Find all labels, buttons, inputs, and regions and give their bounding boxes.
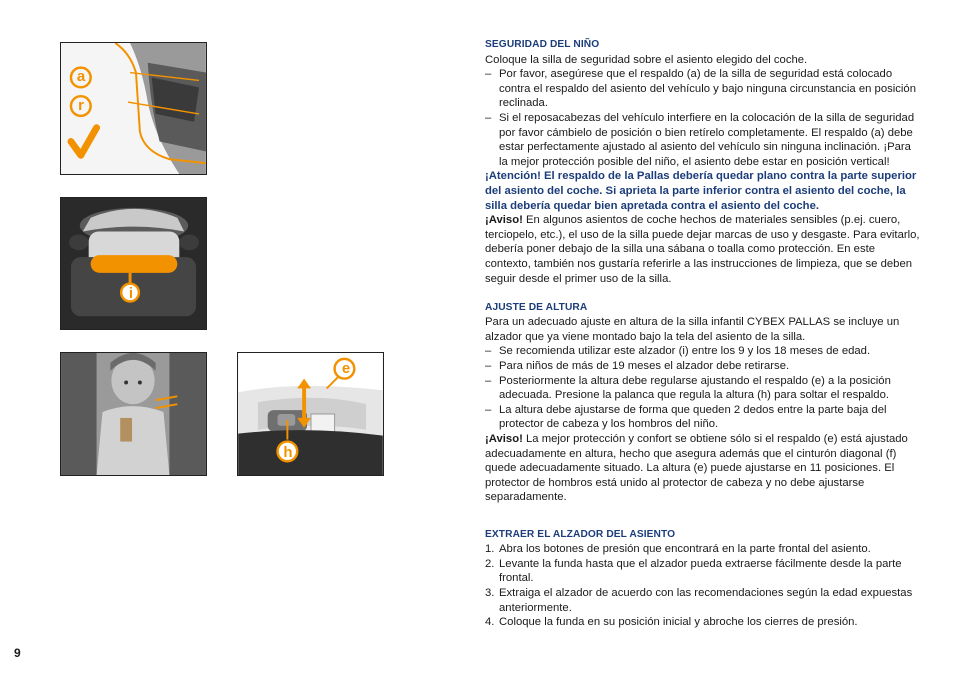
list-item: 3. Extraiga el alzador de acuerdo con las recomendaciones según la edad expuestas anteriormente. (485, 586, 913, 614)
list-item-text: Extraiga el alzador de acuerdo con las recomendaciones según la edad expuestas anteriormente. (499, 586, 913, 614)
list-item-text: Abra los botones de presión que encontrará en la parte frontal del asiento. (499, 543, 871, 556)
height-illustration (238, 353, 383, 475)
section-title-extraer: EXTRAER EL ALZADOR DEL ASIENTO (485, 528, 676, 540)
list-item-text: La altura debe ajustarse de forma que queden 2 dedos entre la parte baja del protector de cabeza y los hombros del niño. (499, 403, 887, 431)
list-item-text: Para niños de más de 19 meses el alzador debe retirarse. (499, 360, 790, 373)
altura-intro: Para un adecuado ajuste en altura de la silla infantil CYBEX PALLAS se incluye un alzador que ya viene montado bajo la tela del asiento de la silla. (485, 316, 900, 343)
list-item-text: Si el reposacabezas del vehículo interfiere en la colocación de la silla de seguridad por favor cámbielo de posición o bien retírelo completamente. El respaldo (a) debe estar perfectamente ajustado al asiento del vehículo sin ninguna inclinación. ¡Para la mejor protección posible del niño, el asiento debe estar en posición vertical! (499, 111, 915, 168)
child-photo (61, 353, 206, 475)
list-item: – Para niños de más de 19 meses el alzador debe retirarse. (485, 360, 790, 373)
label-e: e (341, 360, 351, 377)
list-item-text: Por favor, asegúrese que el respaldo (a) de la silla de seguridad está colocado contra el respaldo del asiento del vehículo y bajo ninguna circunstancia en posición reclinada. (499, 68, 916, 110)
list-item-text: Coloque la funda en su posición inicial y abroche los cierres de presión. (499, 616, 858, 629)
page-number: 9 (14, 646, 21, 660)
list-item-text: Posteriormente la altura debe regularse ajustando el respaldo (e) a la posición adecuada. Presione la palanca que regula la altura (h) para soltar el respaldo. (499, 374, 891, 402)
attention-text: ¡Atención! El respaldo de la Pallas debería quedar plano contra la parte superior del asiento del coche. Si aprieta la parte inferior contra el asiento del coche, la silla debería quedar bien apretada contra el asiento del coche. (485, 170, 917, 212)
list-item: – Si el reposacabezas del vehículo interfiere en la colocación de la silla de seguridad por favor cámbielo de posición o bien retírelo completamente. El respaldo (a) debe estar perfectamente ajustado al asiento del vehículo sin ninguna inclinación. ¡Para la mejor protección posible del niño, el asiento debe estar en posición vertical! (485, 111, 915, 168)
aviso-paragraph (485, 432, 920, 505)
list-item: 2. Levante la funda hasta que el alzador pueda extraerse fácilmente desde la parte frontal. (485, 557, 902, 585)
list-item: – Se recomienda utilizar este alzador (i) entre los 9 y los 18 meses de edad. (485, 345, 871, 358)
booster-illustration (61, 198, 206, 329)
seguridad-intro: Coloque la silla de seguridad sobre el asiento elegido del coche. (485, 53, 808, 66)
aviso-text: En algunos asientos de coche hechos de materiales sensibles (p.ej. cuero, terciopelo, etc.), el uso de la silla puede dejar marcas de uso y desgaste. Para evitarlo, debería poner debajo de la silla una sábana o toalla como protección. En este contexto, también nos gustaría referirle a las instrucciones de limpieza, que se deben seguir desde el primer uso de la silla. (485, 214, 920, 285)
label-i: i (128, 285, 134, 302)
label-h: h (283, 444, 293, 461)
aviso-label: ¡Aviso! (485, 214, 523, 227)
list-item: – La altura debe ajustarse de forma que queden 2 dedos entre la parte baja del protector de cabeza y los hombros del niño. (485, 403, 887, 431)
list-item: – Posteriormente la altura debe regularse ajustando el respaldo (e) a la posición adecuada. Presione la palanca que regula la altura (h) para soltar el respaldo. (485, 374, 891, 402)
list-item-text: Levante la funda hasta que el alzador pueda extraerse fácilmente desde la parte frontal. (499, 557, 902, 585)
booster-highlight (91, 255, 178, 273)
list-item: 4. Coloque la funda en su posición inicial y abroche los cierres de presión. (485, 616, 858, 629)
section-title-seguridad: SEGURIDAD DEL NIÑO (485, 39, 600, 50)
aviso-text: La mejor protección y confort se obtiene sólo si el respaldo (e) está ajustado adecuadamente en altura, hecho que asegura además que el cinturón diagonal (f) quede adecuadamente situado. La altura (e) puede ajustarse en 11 posiciones. El protector de hombros está unido al protector de cabeza y no debe ajustarse separadamente. (485, 433, 908, 504)
instructions-text (485, 38, 920, 630)
list-item: 1. Abra los botones de presión que encontrará en la parte frontal del asiento. (485, 543, 871, 556)
list-item-text: Se recomienda utilizar este alzador (i) entre los 9 y los 18 meses de edad. (499, 345, 871, 358)
section-title-altura: AJUSTE DE ALTURA (485, 301, 588, 313)
figure-backrest-position (60, 42, 207, 175)
list-item: – Por favor, asegúrese que el respaldo (a) de la silla de seguridad está colocado contra el respaldo del asiento del vehículo y bajo ninguna circunstancia en posición reclinada. (485, 68, 916, 110)
aviso-label: ¡Aviso! (485, 433, 523, 446)
label-r: r (78, 97, 84, 114)
label-a: a (76, 68, 86, 85)
figure-child-seated (60, 352, 207, 476)
figure-booster-cushion (60, 197, 207, 330)
aviso-paragraph (485, 213, 920, 286)
figure-height-lever (237, 352, 384, 476)
